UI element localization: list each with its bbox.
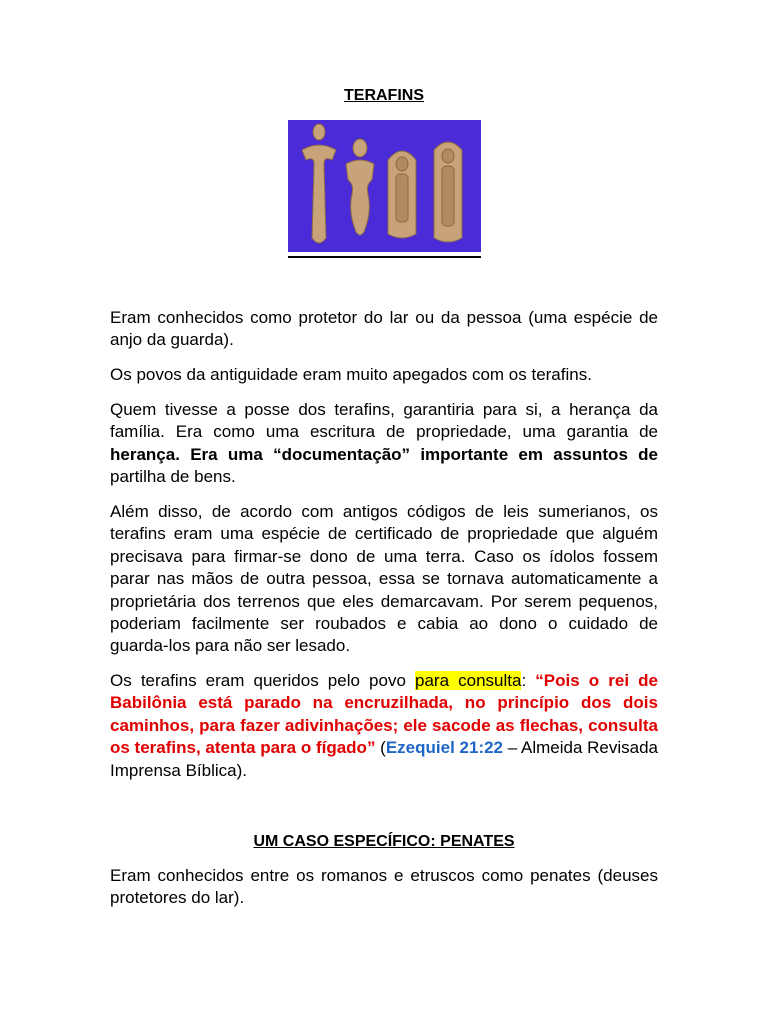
bible-quote: “Pois o rei de Babilônia está parado na encruzilhada, no princípio dos dois caminhos, para fazer adivinhações; ele sacode as flechas, consulta os terafins, atenta para o fígado”	[110, 671, 658, 758]
paragraph-5	[110, 670, 658, 782]
paragraph-3	[110, 399, 658, 489]
paragraph-5-paren: (	[375, 738, 386, 758]
highlighted-text: para consulta	[415, 671, 522, 690]
paragraph-5-colon: :	[521, 671, 536, 690]
page-title: TERAFINS	[344, 87, 424, 104]
paragraph-4: Além disso, de acordo com antigos códigos de leis sumerianos, os terafins eram uma espécie de certificado de propriedade que alguém precisava para firmar-se dono de uma terra. Caso os ídolos fossem parar nas mãos de outra pessoa, essa se tornava automaticamente a proprietária dos terrenos que eles demarcavam. Por serem pequenos, poderiam facilmente ser roubados e cabia ao dono o cuidado de guarda-los para não ser lesado.	[110, 502, 658, 656]
paragraph-3-bold-text: herança. Era uma “documentação” importante em assuntos de	[110, 444, 658, 464]
paragraph-5-text: Os terafins eram queridos pelo povo	[110, 671, 415, 690]
paragraph-6: Eram conhecidos entre os romanos e etruscos como penates (deuses protetores do lar).	[110, 866, 658, 908]
paragraph-3-end-text: partilha de bens.	[110, 467, 236, 487]
paragraph-5-end-text: – Almeida Revisada Imprensa Bíblica).	[110, 738, 658, 780]
bible-reference: Ezequiel 21:22	[385, 738, 504, 758]
paragraph-1: Eram conhecidos como protetor do lar ou da pessoa (uma espécie de anjo da guarda).	[110, 308, 658, 350]
paragraph-2: Os povos da antiguidade eram muito apegados com os terafins.	[110, 365, 592, 384]
terafins-figurines-image	[288, 120, 481, 258]
paragraph-3-text: Quem tivesse a posse dos terafins, garantiria para si, a herança da família. Era como uma escritura de propriedade, uma garantia de	[110, 400, 658, 442]
section-heading: UM CASO ESPECÍFICO: PENATES	[253, 833, 515, 850]
